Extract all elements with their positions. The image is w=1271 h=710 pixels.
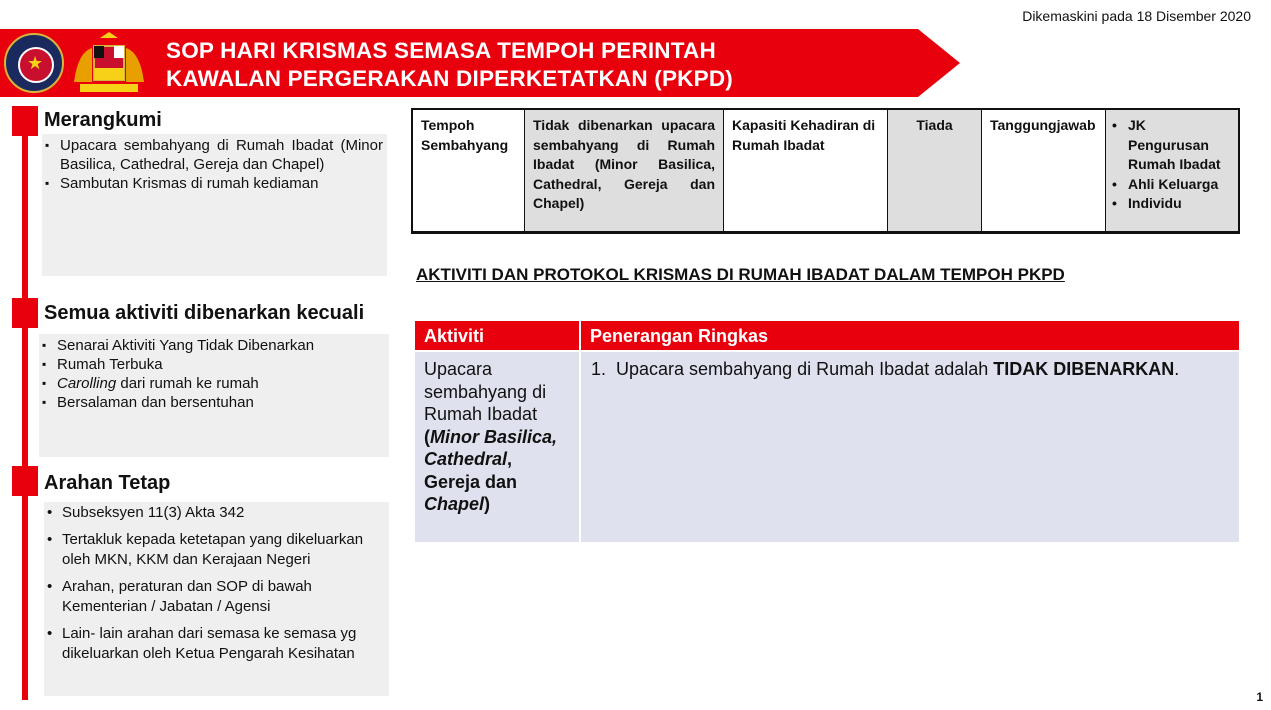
prayer-period-table [411, 108, 1240, 234]
list-item: ▪ Bersalaman dan bersentuhan [39, 393, 389, 412]
carolling-rest-text: dari rumah ke rumah [120, 375, 259, 392]
table-cell: Tempoh Sembahyang [413, 110, 525, 231]
section-heading-exceptions: Semua aktiviti dibenarkan kecuali [44, 302, 365, 324]
section-box-merangkumi [42, 134, 387, 276]
table-header-row [415, 321, 1239, 350]
activity-table [415, 321, 1239, 542]
section-marker [12, 298, 38, 328]
activity-section-title: AKTIVITI DAN PROTOKOL KRISMAS DI RUMAH IBADAT DALAM TEMPOH PKPD [416, 265, 1065, 284]
nsc-logo: ★ [4, 33, 64, 93]
list-item: • Tertakluk kepada ketetapan yang dikeluarkan oleh MKN, KKM dan Kerajaan Negeri [44, 530, 383, 570]
list-item: • Arahan, peraturan dan SOP di bawah Kementerian / Jabatan / Agensi [44, 577, 383, 617]
section-marker [12, 466, 38, 496]
page-number: 1 [1256, 690, 1263, 704]
section-box-exceptions [39, 334, 389, 457]
list-item: • JK Pengurusan Rumah Ibadat [1108, 116, 1230, 175]
section-box-arahan-tetap [44, 502, 389, 696]
list-item: • Ahli Keluarga [1108, 175, 1230, 195]
section-heading-merangkumi: Merangkumi [44, 109, 162, 131]
timeline-line [22, 118, 28, 700]
list-item: ▪ Upacara sembahyang di Rumah Ibadat (Minor Basilica, Cathedral, Gereja dan Chapel) [42, 136, 383, 174]
list-item: • Individu [1108, 194, 1230, 214]
column-header: Penerangan Ringkas [579, 321, 1239, 350]
list-item: ▪ Sambutan Krismas di rumah kediaman [42, 174, 383, 193]
table-cell: Tanggungjawab [982, 110, 1106, 231]
column-header: Aktiviti [424, 326, 485, 346]
carolling-text: Carolling [57, 375, 117, 392]
list-item [39, 374, 389, 393]
table-cell: Kapasiti Kehadiran di Rumah Ibadat [724, 110, 888, 231]
table-row [415, 352, 1239, 542]
page-title-line2: KAWALAN PERGERAKAN DIPERKETATKAN (PKPD) [166, 66, 733, 91]
list-item: • Lain- lain arahan dari semasa ke semasa yg dikeluarkan oleh Ketua Pengarah Kesihatan [44, 624, 383, 664]
page-title-line1: SOP HARI KRISMAS SEMASA TEMPOH PERINTAH [166, 38, 716, 63]
activity-cell: Upacara sembahyang di Rumah Ibadat (Minor Basilica, Cathedral, Gereja dan Chapel) [415, 352, 579, 542]
updated-date: Dikemaskini pada 18 Disember 2020 [1022, 8, 1251, 24]
table-cell: Tiada [888, 110, 982, 231]
table-cell [1106, 110, 1238, 231]
section-heading-arahan-tetap: Arahan Tetap [44, 472, 171, 494]
list-item: ▪ Senarai Aktiviti Yang Tidak Dibenarkan [39, 336, 389, 355]
table-cell: Tidak dibenarkan upacara sembahyang di Rumah Ibadat (Minor Basilica, Cathedral, Gereja dan Chapel) [525, 110, 724, 231]
description-cell: 1. Upacara sembahyang di Rumah Ibadat adalah TIDAK DIBENARKAN. [579, 352, 1239, 542]
section-marker [12, 106, 38, 136]
list-item: • Subseksyen 11(3) Akta 342 [44, 503, 383, 523]
list-item: ▪ Rumah Terbuka [39, 355, 389, 374]
coat-of-arms-logo [70, 32, 148, 94]
